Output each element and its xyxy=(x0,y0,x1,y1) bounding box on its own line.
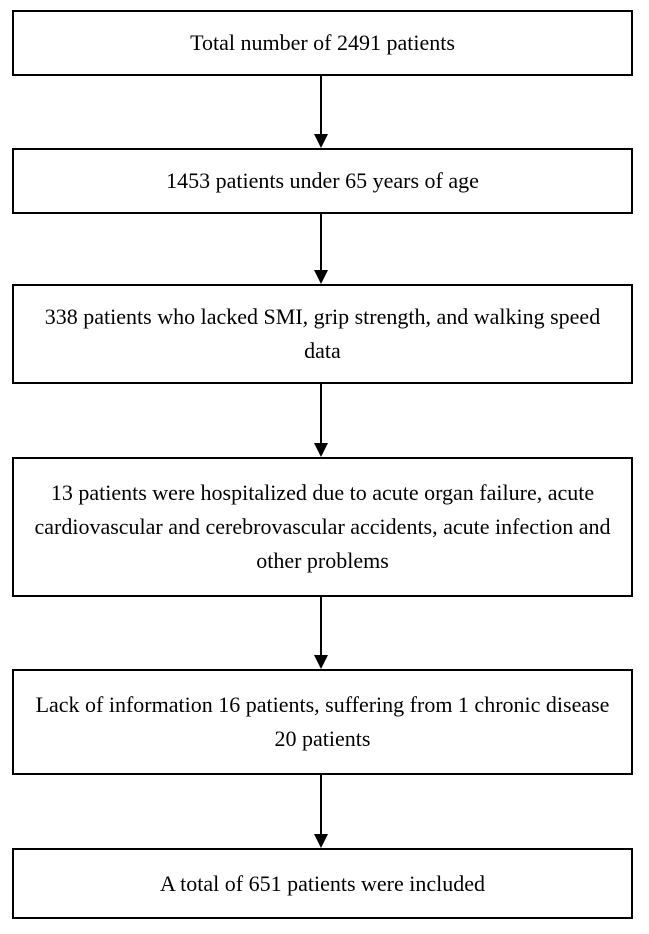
down-arrow-icon xyxy=(314,384,328,457)
down-arrow-icon xyxy=(314,775,328,848)
flow-box-hospitalized-exclusion xyxy=(12,457,633,597)
down-arrow-icon xyxy=(314,597,328,669)
flow-box-missing-data-exclusion-text: 338 patients who lacked SMI, grip strength, and walking speed data xyxy=(44,304,601,363)
flow-box-age-exclusion-text: 1453 patients under 65 years of age xyxy=(166,168,479,193)
flow-box-age-exclusion xyxy=(12,148,633,214)
flow-box-final-included-text: A total of 651 patients were included xyxy=(159,870,486,896)
flow-box-info-disease-exclusion xyxy=(12,669,633,775)
down-arrow-icon xyxy=(314,76,328,148)
flow-box-info-disease-exclusion-text: Lack of information 16 patients, suffering from 1 chronic disease 20 patients xyxy=(35,692,610,751)
flow-box-final-included xyxy=(12,848,633,919)
down-arrow-icon xyxy=(314,214,328,284)
flow-box-missing-data-exclusion xyxy=(12,284,633,384)
flow-box-total xyxy=(12,10,633,76)
flow-box-total-text: Total number of 2491 patients xyxy=(190,30,455,55)
flow-box-hospitalized-exclusion-text: 13 patients were hospitalized due to acute organ failure, acute cardiovascular and cerebrovascular accidents, acute infection and other problems xyxy=(34,480,611,573)
